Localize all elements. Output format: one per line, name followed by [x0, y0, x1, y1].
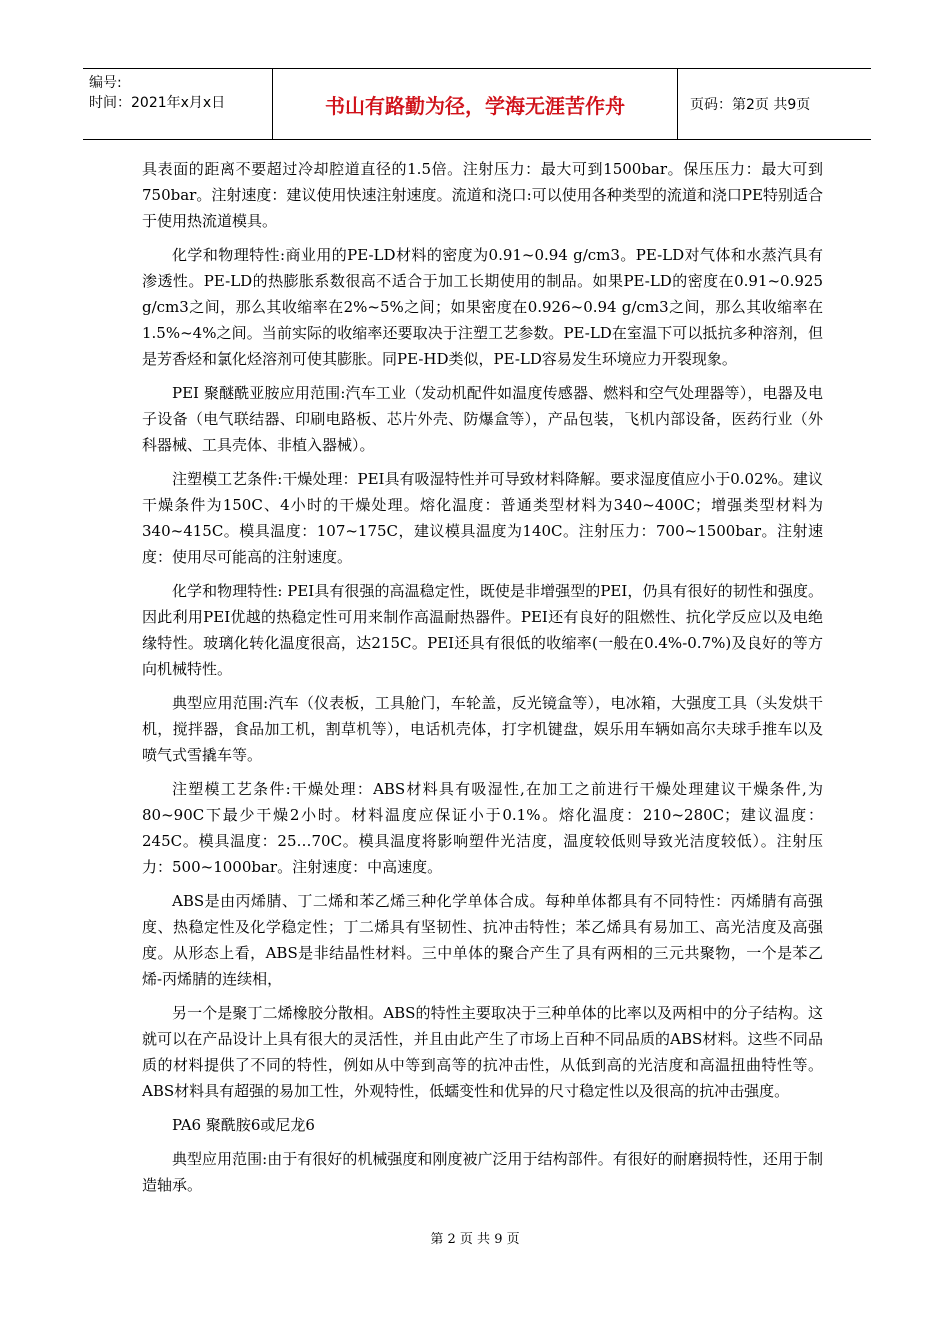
page-header — [83, 68, 871, 140]
body-paragraph: 化学和物理特性:商业用的PE-LD材料的密度为0.91~0.94 g/cm3。PE-LD对气体和水蒸汽具有渗透性。PE-LD的热膨胀系数很高不适合于加工长期使用的制品。如果PE-LD的密度在0.91~0.925 g/cm3之间，那么其收缩率在2%~5%之间；如果密度在0.926~0.94 g/cm3之间，那么其收缩率在1.5%~4%之间。当前实际的收缩率还要取决于注塑工艺参数。PE-LD在室温下可以抵抗多种溶剂，但是芳香烃和氯化烃溶剂可使其膨胀。同PE-HD类似，PE-LD容易发生环境应力开裂现象。 — [142, 246, 823, 368]
header-page-number: 页码：第2页 共9页 — [690, 97, 811, 113]
body-paragraph: 典型应用范围:由于有很好的机械强度和刚度被广泛用于结构部件。有很好的耐磨损特性，还用于制造轴承。 — [142, 1150, 823, 1194]
body-paragraph: 典型应用范围:汽车（仪表板，工具舱门，车轮盖，反光镜盒等），电冰箱，大强度工具（头发烘干机，搅拌器，食品加工机，割草机等），电话机壳体，打字机键盘，娱乐用车辆如高尔夫球手推车以及喷气式雪撬车等。 — [142, 694, 823, 764]
body-paragraph: 注塑模工艺条件:干燥处理：PEI具有吸湿特性并可导致材料降解。要求湿度值应小于0.02%。建议干燥条件为150C、4小时的干燥处理。熔化温度：普通类型材料为340~400C；增强类型材料为340~415C。模具温度：107~175C，建议模具温度为140C。注射压力：700~1500bar。注射速度：使用尽可能高的注射速度。 — [142, 470, 823, 566]
header-meta — [83, 69, 273, 139]
document-time-label: 时间：2021年x月x日 — [89, 95, 226, 111]
page-footer: 第 2 页 共 9 页 — [430, 1232, 520, 1247]
body-paragraph: 具表面的距离不要超过冷却腔道直径的1.5倍。注射压力：最大可到1500bar。保压压力：最大可到750bar。注射速度：建议使用快速注射速度。流道和浇口:可以使用各种类型的流道和浇口PE特别适合于使用热流道模具。 — [142, 160, 823, 230]
document-number-label: 编号: — [89, 75, 122, 91]
header-motto: 书山有路勤为径，学海无涯苦作舟 — [273, 69, 678, 139]
body-paragraph: 另一个是聚丁二烯橡胶分散相。ABS的特性主要取决于三种单体的比率以及两相中的分子结构。这就可以在产品设计上具有很大的灵活性，并且由此产生了市场上百种不同品质的ABS材料。这些不同品质的材料提供了不同的特性，例如从中等到高等的抗冲击性，从低到高的光洁度和高温扭曲特性等。ABS材料具有超强的易加工性，外观特性，低蠕变性和优异的尺寸稳定性以及很高的抗冲击强度。 — [142, 1004, 823, 1100]
body-paragraph: 注塑模工艺条件:干燥处理：ABS材料具有吸湿性,在加工之前进行干燥处理建议干燥条件,为80~90C下最少干燥2小时。材料温度应保证小于0.1%。熔化温度：210~280C；建议温度：245C。模具温度：25…70C。模具温度将影响塑件光洁度，温度较低则导致光洁度较低）。注射压力：500~1000bar。注射速度：中高速度。 — [142, 780, 823, 876]
body-paragraph: ABS是由丙烯腈、丁二烯和苯乙烯三种化学单体合成。每种单体都具有不同特性：丙烯腈有高强度、热稳定性及化学稳定性；丁二烯具有坚韧性、抗冲击特性；苯乙烯具有易加工、高光洁度及高强度。从形态上看，ABS是非结晶性材料。三中单体的聚合产生了具有两相的三元共聚物，一个是苯乙烯-丙烯腈的连续相， — [142, 892, 823, 988]
body-paragraph: 化学和物理特性: PEI具有很强的高温稳定性，既使是非增强型的PEI，仍具有很好的韧性和强度。因此利用PEI优越的热稳定性可用来制作高温耐热器件。PEI还有良好的阻燃性、抗化学反应以及电绝缘特性。玻璃化转化温度很高，达215C。PEI还具有很低的收缩率(一般在0.4%-0.7%)及良好的等方向机械特性。 — [142, 582, 823, 678]
body-paragraph: PA6 聚酰胺6或尼龙6 — [172, 1116, 315, 1134]
document-body — [142, 156, 823, 1206]
body-paragraph: PEI 聚醚酰亚胺应用范围:汽车工业（发动机配件如温度传感器、燃料和空气处理器等），电器及电子设备（电气联结器、印刷电路板、芯片外壳、防爆盒等），产品包装，飞机内部设备，医药行业（外科器械、工具壳体、非植入器械）。 — [142, 384, 823, 454]
